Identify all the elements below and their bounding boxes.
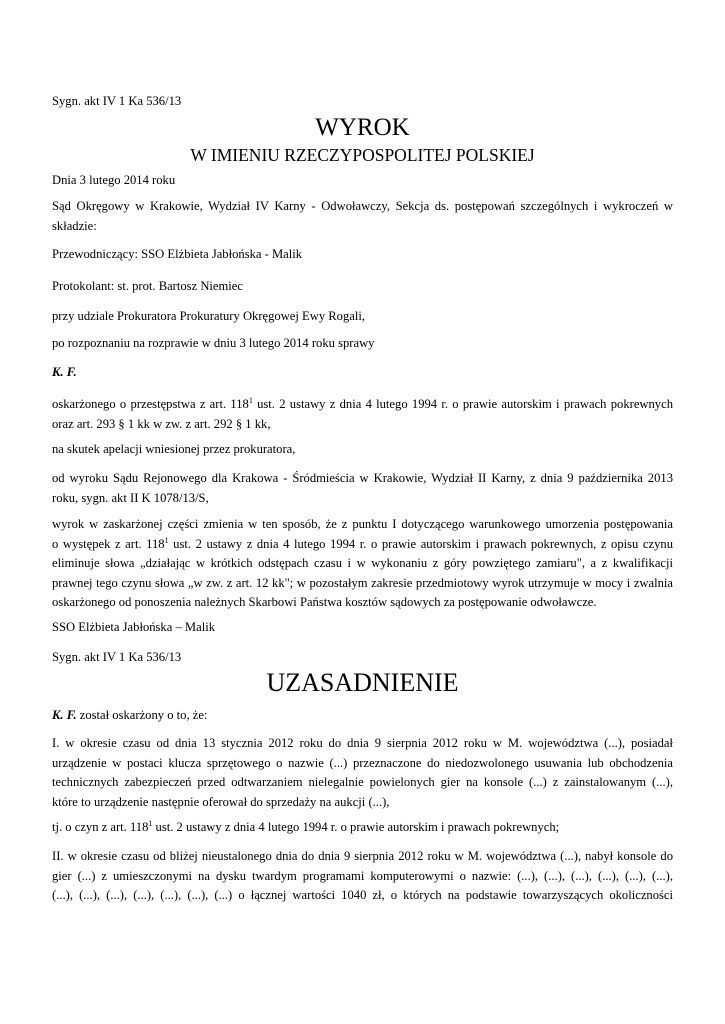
charge-text-b: ust. 2 ustawy z dnia 4 lutego 1994 r. o prawie autorskim i prawach pokrewnych	[252, 397, 673, 411]
count-2-line-2: gier (...) z umieszczonymi na dysku twardym programami komputerowymi o nazwie: (...), (...), (...), (...), (...), (...),	[52, 868, 673, 883]
ruling-line-3: eliminuje słowa „działając w krótkich odstępach czasu i w wykonaniu z góry powziętego zamiaru", a z kwalifikacji	[52, 556, 673, 571]
charge-text-a: oskarżonego o przestępstwa z art. 118	[52, 397, 249, 411]
ruling-text-a: o występek z art. 118	[52, 536, 165, 551]
judgment-title: WYROK	[315, 114, 410, 141]
count-1-law-superscript: 1	[148, 819, 153, 828]
count-1-legal-basis	[52, 818, 673, 837]
ruling-line-4: prawnej tego czynu słowa „w zw. z art. 12 kk"; w pozostałym zakresie przedmiotowy wyrok utrzymuje w mocy i zwalnia	[52, 575, 673, 590]
judgment-subtitle: W IMIENIU RZECZYPOSPOLITEJ POLSKIEJ	[190, 145, 535, 165]
court-line-2: składzie:	[52, 218, 97, 233]
count-1-law-text-a: tj. o czyn z art. 118	[52, 820, 149, 834]
judgment-date: Dnia 3 lutego 2014 roku	[52, 173, 176, 187]
charge-line-1	[52, 395, 673, 415]
ruling-superscript: 1	[164, 535, 169, 545]
case-signature-top: Sygn. akt IV 1 Ka 536/13	[52, 94, 182, 108]
ruling-line-2	[52, 535, 673, 555]
prosecutor-line: przy udziale Prokuratora Prokuratury Okręgowej Ewy Rogali,	[52, 309, 366, 323]
charge-paragraph	[52, 395, 673, 434]
ruling-paragraph	[52, 515, 673, 613]
presiding-judge: Przewodniczący: SSO Elżbieta Jabłońska - Malik	[52, 247, 303, 261]
lower-court-line-1: od wyroku Sądu Rejonowego dla Krakowa - Śródmieścia w Krakowie, Wydział II Karny, z dnia 9 października 2013	[52, 471, 673, 485]
charge-superscript: 1	[248, 396, 253, 405]
count-1-paragraph	[52, 734, 673, 812]
reasons-intro-name: K. F.	[52, 708, 77, 722]
court-clerk: Protokolant: st. prot. Bartosz Niemiec	[52, 279, 243, 293]
ruling-line-1: wyrok w zaskarżonej części zmienia w ten sposób, że z punktu I dotyczącego warunkowego umorzenia postępowania	[52, 517, 673, 531]
case-signature-second: Sygn. akt IV 1 Ka 536/13	[52, 650, 182, 664]
appeal-line: na skutek apelacji wniesionej przez prokuratora,	[52, 442, 296, 456]
court-line-1: Sąd Okręgowy w Krakowie, Wydział IV Karny - Odwoławczy, Sekcja ds. postępowań szczególnych i wykroczeń w	[52, 199, 673, 213]
defendant-name: K. F.	[52, 365, 77, 379]
reasons-title: UZASADNIENIE	[266, 668, 459, 697]
lower-court-paragraph	[52, 469, 673, 508]
count-2-line-1: II. w okresie czasu od bliżej nieustalonego dnia do dnia 9 sierpnia 2012 roku w M. województwa (...), nabył konsole do	[52, 849, 673, 863]
count-1-line-4: które to urządzenie następnie oferował do sprzedaży na aukcji (...),	[52, 794, 390, 809]
ruling-line-5: oskarżonego od ponoszenia należnych Skarbowi Państwa kosztów sądowych za postępowanie odwoławcze.	[52, 595, 597, 610]
ruling-text-b: ust. 2 ustawy z dnia 4 lutego 1994 r. o prawie autorskim i prawach pokrewnych, z opisu czynu	[168, 536, 673, 551]
count-1-line-3: technicznych zabezpieczeń przed odtwarzaniem nielegalnie powielonych gier na konsole (...) z zainstalowanym (...),	[52, 775, 673, 790]
count-2-paragraph	[52, 847, 673, 906]
count-1-law-text-b: ust. 2 ustawy z dnia 4 lutego 1994 r. o prawie autorskim i prawach pokrewnych;	[152, 820, 560, 834]
judge-signature: SSO Elżbieta Jabłońska – Malik	[52, 620, 215, 634]
lower-court-line-2: roku, sygn. akt II K 1078/13/S,	[52, 490, 209, 505]
count-1-line-1: I. w okresie czasu od dnia 13 stycznia 2012 roku do dnia 9 sierpnia 2012 roku w M. województwa (...), posiadał	[52, 736, 673, 750]
count-2-line-3: (...), (...), (...), (...), (...), (...), (...) o łącznej wartości 1040 zł, o których na podstawie towarzyszących okoliczności	[52, 888, 673, 903]
reasons-intro-text: został oskarżony o to, że:	[76, 708, 208, 722]
reasons-intro	[52, 706, 673, 725]
hearing-line: po rozpoznaniu na rozprawie w dniu 3 lutego 2014 roku sprawy	[52, 336, 375, 350]
court-composition	[52, 197, 673, 236]
charge-line-2: oraz art. 293 § 1 kk w zw. z art. 292 § 1 kk,	[52, 416, 271, 431]
count-1-line-2: urządzenie w postaci klucza sprzętowego o nazwie (...) przeznaczone do niedozwolonego usuwania lub obchodzenia	[52, 755, 673, 770]
